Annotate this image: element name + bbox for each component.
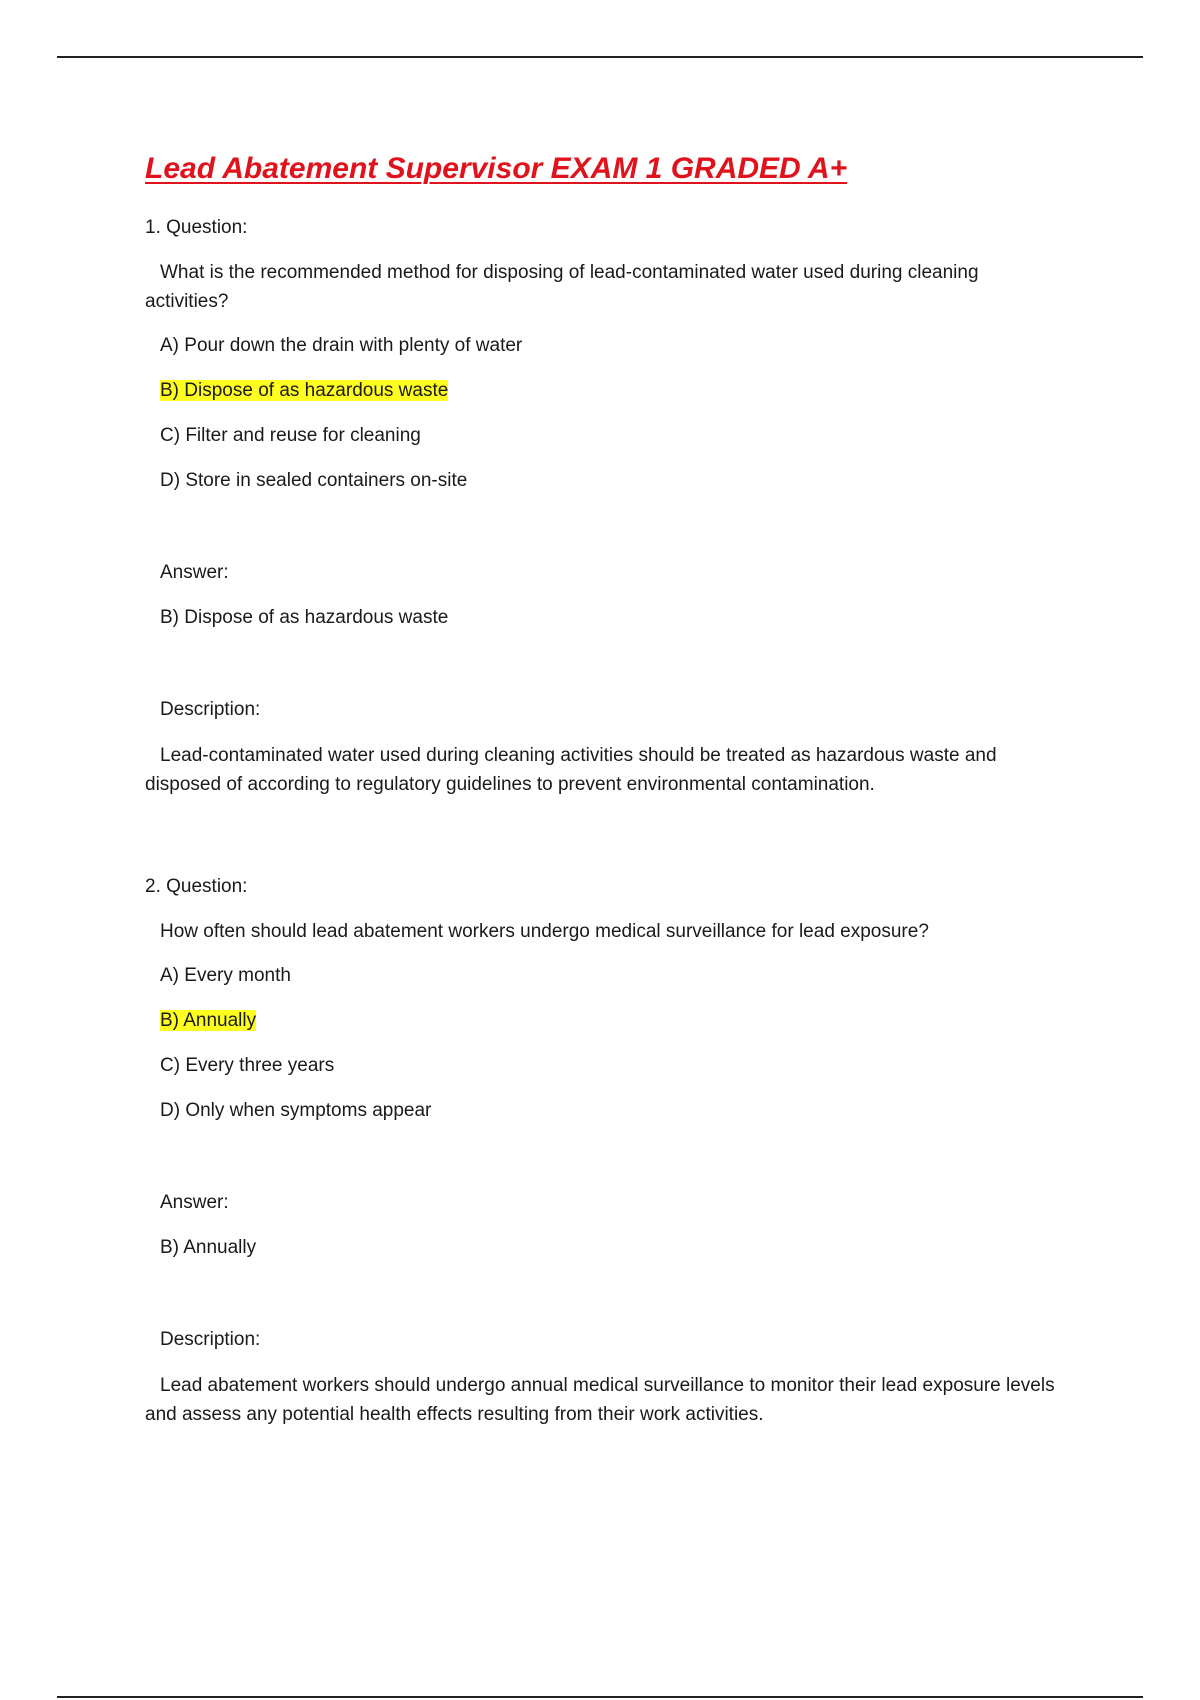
page-bottom-rule: [57, 1696, 1143, 1698]
option-d: D) Only when symptoms appear: [160, 1100, 432, 1121]
option-b: [160, 1007, 1065, 1035]
highlighted-option: B) Annually: [160, 1010, 257, 1031]
answer-label: Answer:: [160, 562, 229, 583]
description-text: Lead abatement workers should undergo annual medical surveillance to monitor their lead exposure levels and assess any potential health effects resulting from their work activities.: [145, 1375, 1055, 1425]
document-title: Lead Abatement Supervisor EXAM 1 GRADED A+: [145, 152, 848, 185]
answer-options: [145, 332, 1065, 495]
question-text: What is the recommended method for disposing of lead-contaminated water used during cleaning activities?: [145, 262, 979, 312]
option-c: C) Every three years: [160, 1055, 335, 1076]
option-d: D) Store in sealed containers on-site: [160, 470, 468, 491]
question-heading: 2. Question:: [145, 876, 248, 897]
option-c: C) Filter and reuse for cleaning: [160, 425, 421, 446]
option-b: [160, 377, 1065, 405]
option-a: A) Every month: [160, 965, 291, 986]
option-a: A) Pour down the drain with plenty of water: [160, 335, 523, 356]
answer-options: [145, 962, 1065, 1125]
answer-value: B) Dispose of as hazardous waste: [160, 607, 449, 628]
description-label: Description:: [160, 1329, 261, 1350]
description-label: Description:: [160, 699, 261, 720]
highlighted-option: B) Dispose of as hazardous waste: [160, 380, 449, 401]
question-block-1: [145, 214, 1065, 799]
document-body: [145, 148, 1065, 1445]
answer-label: Answer:: [160, 1192, 229, 1213]
answer-value: B) Annually: [160, 1237, 257, 1258]
question-text: How often should lead abatement workers undergo medical surveillance for lead exposure?: [160, 921, 929, 942]
page-top-rule: [57, 56, 1143, 58]
question-block-2: [145, 873, 1065, 1429]
question-heading: 1. Question:: [145, 217, 248, 238]
description-text: Lead-contaminated water used during cleaning activities should be treated as hazardous waste and disposed of according to regulatory guidelines to prevent environmental contamination.: [145, 745, 997, 795]
